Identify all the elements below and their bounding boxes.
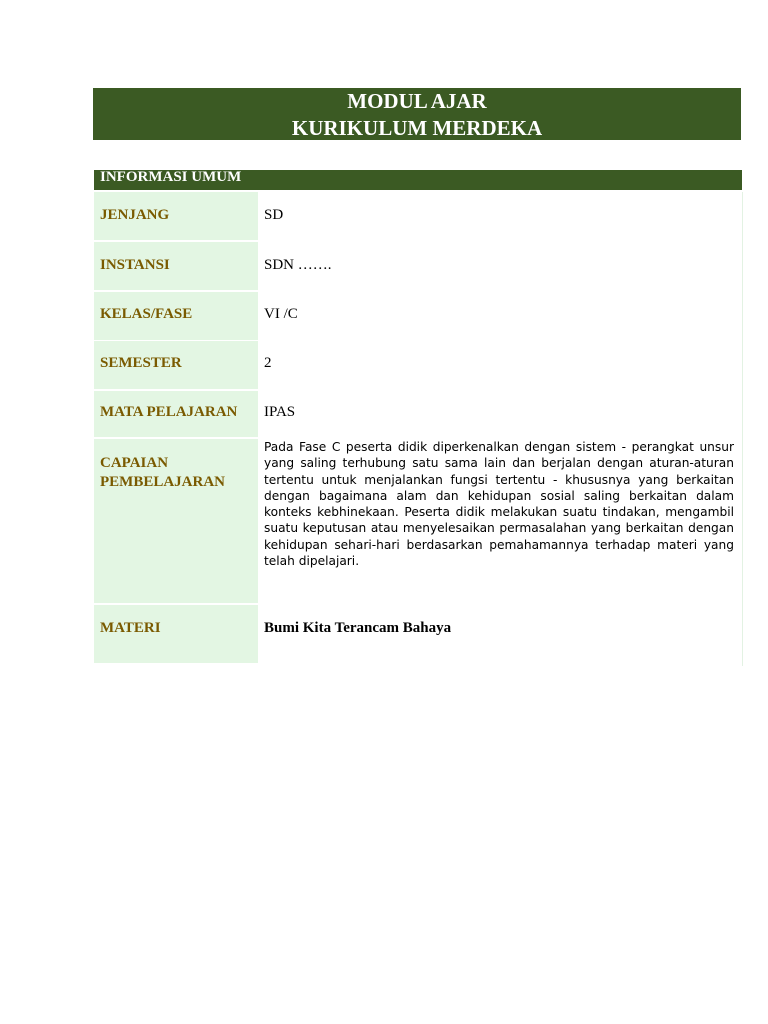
row-value: VI /C <box>264 306 298 322</box>
row-label <box>94 439 258 603</box>
row-label-line-2: PEMBELAJARAN <box>100 474 226 490</box>
row-label: SEMESTER <box>94 341 258 389</box>
table-row-semester <box>94 341 742 389</box>
info-table <box>94 192 743 666</box>
row-value-paragraph: Pada Fase C peserta didik diperkenalkan dengan sistem - perangkat unsur yang saling terhubung satu sama lain dan berjalan dengan aturan-aturan tertentu untuk menjalankan fungsi tertentu - khususnya yang berkaitan dengan bagaimana alam dan kehidupan sosial saling berkaitan dalam konteks kebhinekaan. Peserta didik melakukan suatu tindakan, mengambil suatu keputusan atau menyelesaikan permasalahan yang berkaitan dengan kehidupan sehari-hari berdasarkan pemahamannya terhadap materi yang telah dipelajari. <box>264 440 734 569</box>
title-line-2: KURIKULUM MERDEKA <box>291 116 543 140</box>
document-title-banner <box>93 88 741 140</box>
table-row-kelas-fase <box>94 292 742 340</box>
table-row-capaian-pembelajaran <box>94 439 742 603</box>
table-row-materi <box>94 605 742 663</box>
table-row-instansi <box>94 242 742 290</box>
table-row-mata-pelajaran <box>94 391 742 437</box>
row-label-line-1: CAPAIAN <box>100 455 169 471</box>
row-value: SDN ……. <box>264 257 332 273</box>
row-label: KELAS/FASE <box>94 292 258 340</box>
row-value: SD <box>264 207 284 223</box>
section-header-informasi-umum: INFORMASI UMUM <box>94 170 742 190</box>
row-value: IPAS <box>264 404 296 420</box>
row-label: MATERI <box>94 605 258 663</box>
row-label: INSTANSI <box>94 242 258 290</box>
row-label: JENJANG <box>94 192 258 240</box>
row-value: 2 <box>264 355 272 371</box>
row-label: MATA PELAJARAN <box>94 391 258 437</box>
table-row-jenjang <box>94 192 742 240</box>
row-value: Bumi Kita Terancam Bahaya <box>264 620 452 636</box>
title-line-1: MODUL AJAR <box>347 89 487 113</box>
